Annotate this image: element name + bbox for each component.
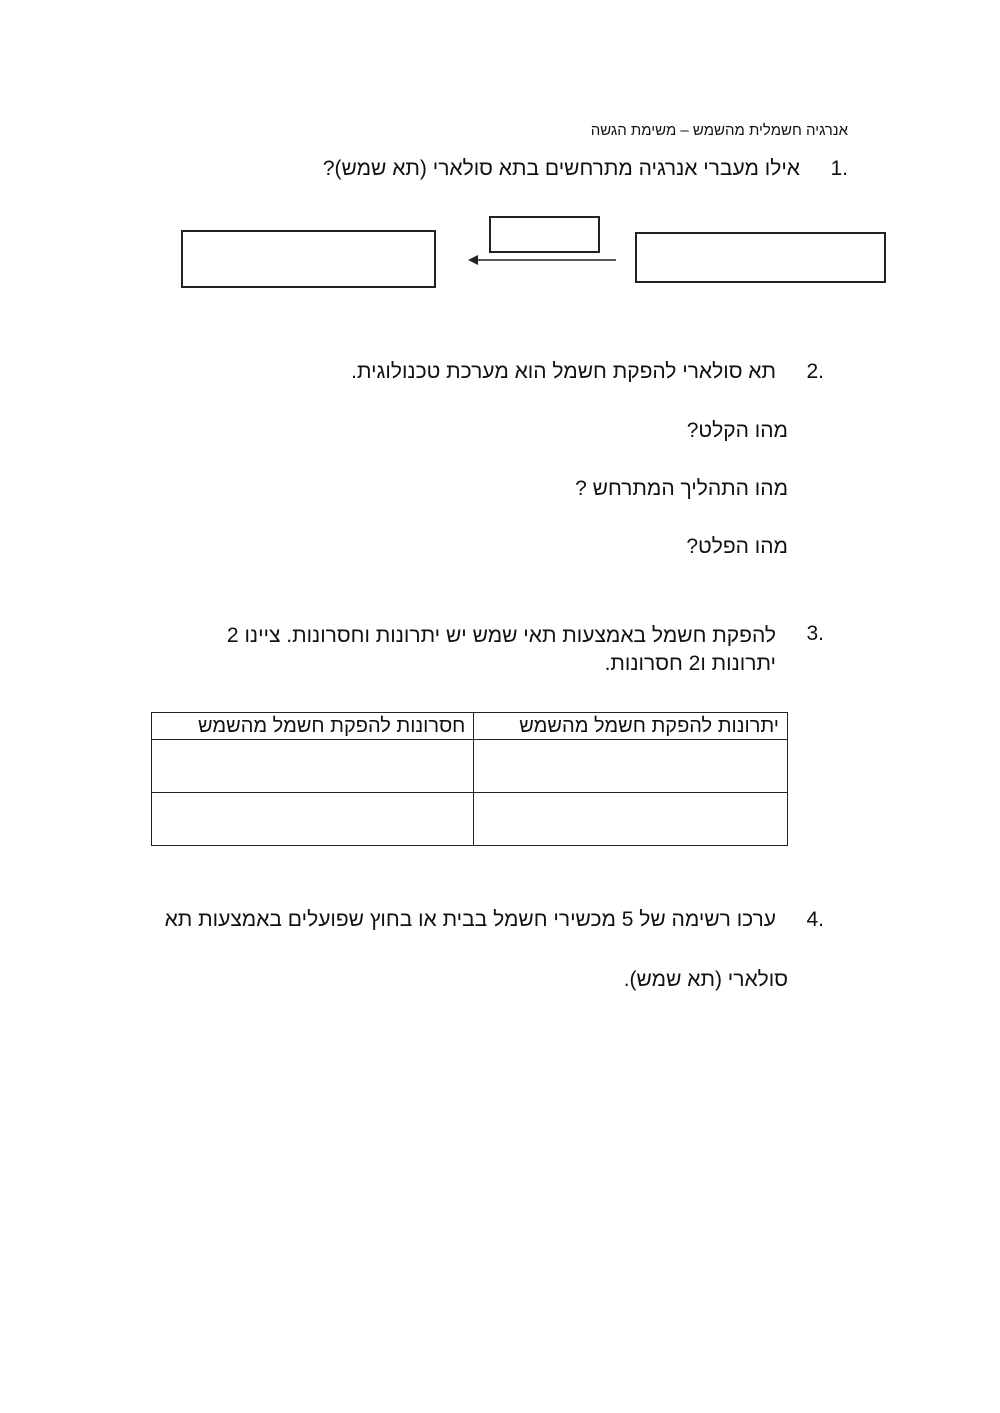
table-header-row <box>152 713 788 740</box>
question-number: 4. <box>806 908 824 931</box>
disadvantage-cell[interactable] <box>152 740 474 793</box>
energy-result-answer-box[interactable] <box>181 230 436 288</box>
question-text: תא סולארי להפקת חשמל הוא מערכת טכנולוגית. <box>351 360 776 383</box>
question-number: 3. <box>806 622 824 645</box>
sub-question-input: מהו הקלט? <box>686 419 788 442</box>
advantage-cell[interactable] <box>474 793 788 846</box>
question-text: אילו מעברי אנרגיה מתרחשים בתא סולארי (תא שמש)? <box>322 157 800 180</box>
energy-source-answer-box[interactable] <box>635 232 886 283</box>
question-3 <box>124 622 824 682</box>
advantage-cell[interactable] <box>474 740 788 793</box>
advantages-header: יתרונות להפקת חשמל מהשמש <box>474 713 788 740</box>
question-1 <box>148 157 848 187</box>
question-4 <box>124 908 824 938</box>
disadvantage-cell[interactable] <box>152 793 474 846</box>
question-number: 1. <box>830 157 848 180</box>
question-text-line-1: להפקת חשמל באמצעות תאי שמש יש יתרונות וחסרונות. ציינו 2 <box>226 624 776 647</box>
question-2 <box>124 360 824 390</box>
advantages-disadvantages-table <box>151 712 788 846</box>
question-text-line-2: יתרונות ו2 חסרונות. <box>604 652 776 675</box>
question-number: 2. <box>806 360 824 383</box>
sub-question-output: מהו הפלט? <box>686 535 788 558</box>
question-text: ערכו רשימה של 5 מכשירי חשמל בבית או בחוץ שפועלים באמצעות תא <box>164 908 776 931</box>
question-text <box>227 622 776 678</box>
sub-question-process: מהו התהליך המתרחש ? <box>575 477 788 500</box>
worksheet-title: אנרגיה חשמלית מהשמש – משימת הגשה <box>590 122 848 139</box>
disadvantages-header: חסרונות להפקת חשמל מהשמש <box>152 713 474 740</box>
question-4-text-line-2: סולארי (תא שמש). <box>623 968 788 991</box>
table-row <box>152 740 788 793</box>
arrow-left-icon <box>462 248 622 272</box>
table-row <box>152 793 788 846</box>
